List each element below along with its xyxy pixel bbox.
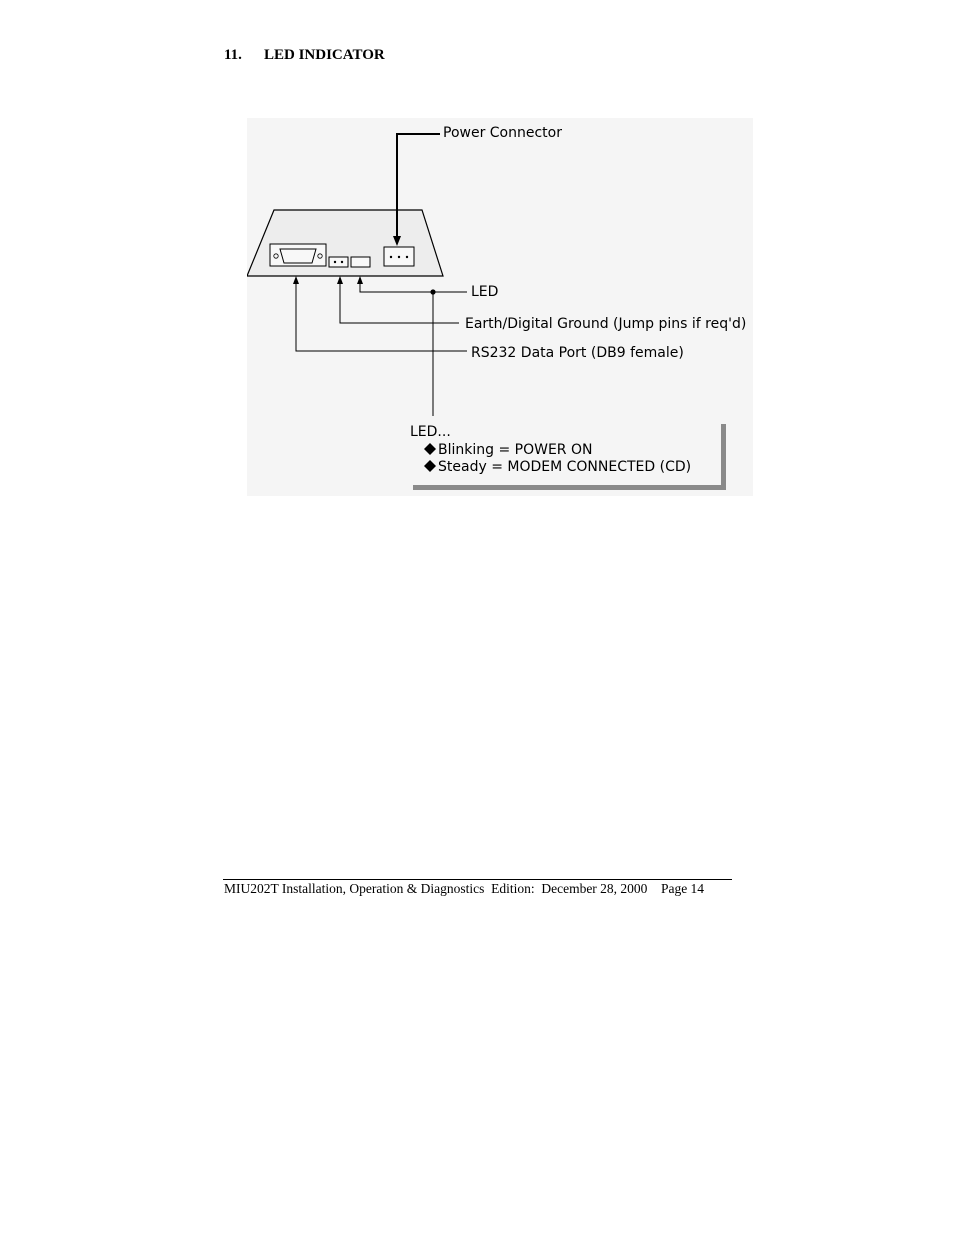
legend-item-label: Blinking = POWER ON <box>438 442 593 458</box>
legend-item-label: Steady = MODEM CONNECTED (CD) <box>438 459 692 475</box>
footer-edition: Edition: December 28, 2000 <box>491 881 648 896</box>
power-connector <box>384 247 414 266</box>
section-title: LED INDICATOR <box>264 47 385 63</box>
section-heading <box>224 47 385 64</box>
led-legend-title: LED... <box>410 424 451 440</box>
footer-page-number: Page 14 <box>660 881 705 896</box>
page-footer <box>224 881 704 897</box>
power-connector-label: Power Connector <box>443 125 562 141</box>
diagram-background <box>247 118 753 496</box>
legend-item-blinking <box>424 442 592 458</box>
rs232-port-label: RS232 Data Port (DB9 female) <box>471 345 684 361</box>
db9-port <box>270 244 326 266</box>
footer-rule <box>223 879 732 880</box>
led-component <box>351 257 370 267</box>
footer-document-title: MIU202T Installation, Operation & Diagnostics <box>224 881 485 896</box>
earth-ground-label: Earth/Digital Ground (Jump pins if req'd) <box>465 316 747 332</box>
ground-jumper <box>329 257 348 267</box>
led-label: LED <box>471 284 499 300</box>
legend-item-steady <box>424 459 691 475</box>
section-number: 11. <box>224 47 242 63</box>
led-diagram <box>247 118 753 496</box>
